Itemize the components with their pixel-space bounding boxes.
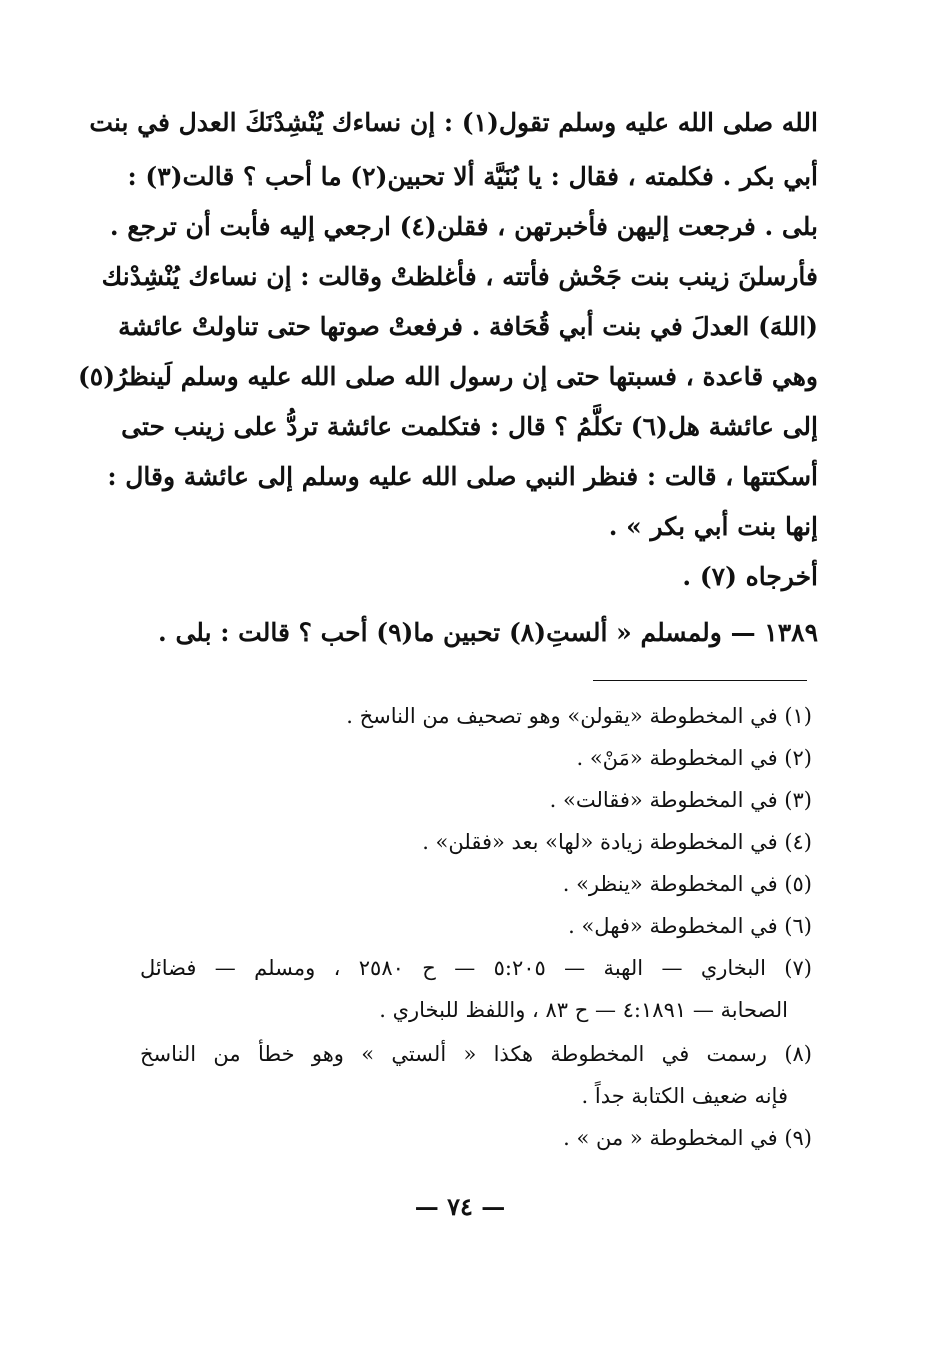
footnote: (٦) في المخطوطة «فهل» . [568,914,812,938]
text-line: (اللهَ) العدلَ في بنت أبي قُحَافة . فرفعتْ صوتها حتى تناولتْ عائشة [118,312,818,341]
page-number: — ٧٤ — [414,1192,506,1221]
footnote: (٤) في المخطوطة زيادة «لها» بعد «فقلن» . [422,830,812,854]
text-line: أبي بكر . فكلمته ، فقال : يا بُنَيَّة ألا تحبين(٢) ما أحب ؟ قالت(٣) : [127,162,818,191]
footnote: (٩) في المخطوطة « من » . [563,1126,812,1150]
text-line: إنها بنت أبي بكر » . [608,512,818,541]
hadith-heading: ١٣٨٩ — ولمسلم « ألستِ(٨) تحبين ما(٩) أحب ؟ قالت : بلى . [158,618,818,647]
text-line: الله صلى الله عليه وسلم تقول(١) : إن نساءك يُنْشِدْنَكَ العدل في بنت [89,108,818,137]
hadith-source: أخرجاه (٧) . [682,562,818,591]
footnote: (٣) في المخطوطة «فقالت» . [549,788,812,812]
footnote-divider [593,680,807,681]
text-line: بلى . فرجعت إليهن فأخبرتهن ، فقلن(٤) ارجعي إليه فأبت أن ترجع . [109,212,818,241]
footnote-continued: فإنه ضعيف الكتابة جداً . [581,1084,788,1108]
footnote: (١) في المخطوطة «يقولن» وهو تصحيف من الناسخ . [346,704,812,728]
footnote: (٧) البخاري — الهبة — ٥:٢٠٥ — ح ٢٥٨٠ ، ومسلم — فضائل [140,956,812,980]
footnote: (٢) في المخطوطة «مَنْ» . [576,746,812,770]
text-line: فأرسلنَ زينب بنت جَحْش فأتته ، فأغلظتْ وقالت : إن نساءك يُنْشِدْنك [101,262,818,291]
text-line: وهي قاعدة ، فسبتها حتى إن رسول الله صلى الله عليه وسلم لَينظرُ(٥) [77,362,818,391]
footnote: (٨) رسمت في المخطوطة هكذا « ألستي » وهو خطأ من الناسخ [140,1042,812,1066]
text-line: إلى عائشة هل(٦) تكلَّمُ ؟ قال : فتكلمت عائشة تردُّ على زينب حتى [121,412,818,441]
footnote-continued: الصحابة — ٤:١٨٩١ — ح ٨٣ ، واللفظ للبخاري . [379,998,788,1022]
text-line: أسكتتها ، قالت : فنظر النبي صلى الله عليه وسلم إلى عائشة وقال : [107,462,818,491]
footnote: (٥) في المخطوطة «ينظر» . [562,872,812,896]
